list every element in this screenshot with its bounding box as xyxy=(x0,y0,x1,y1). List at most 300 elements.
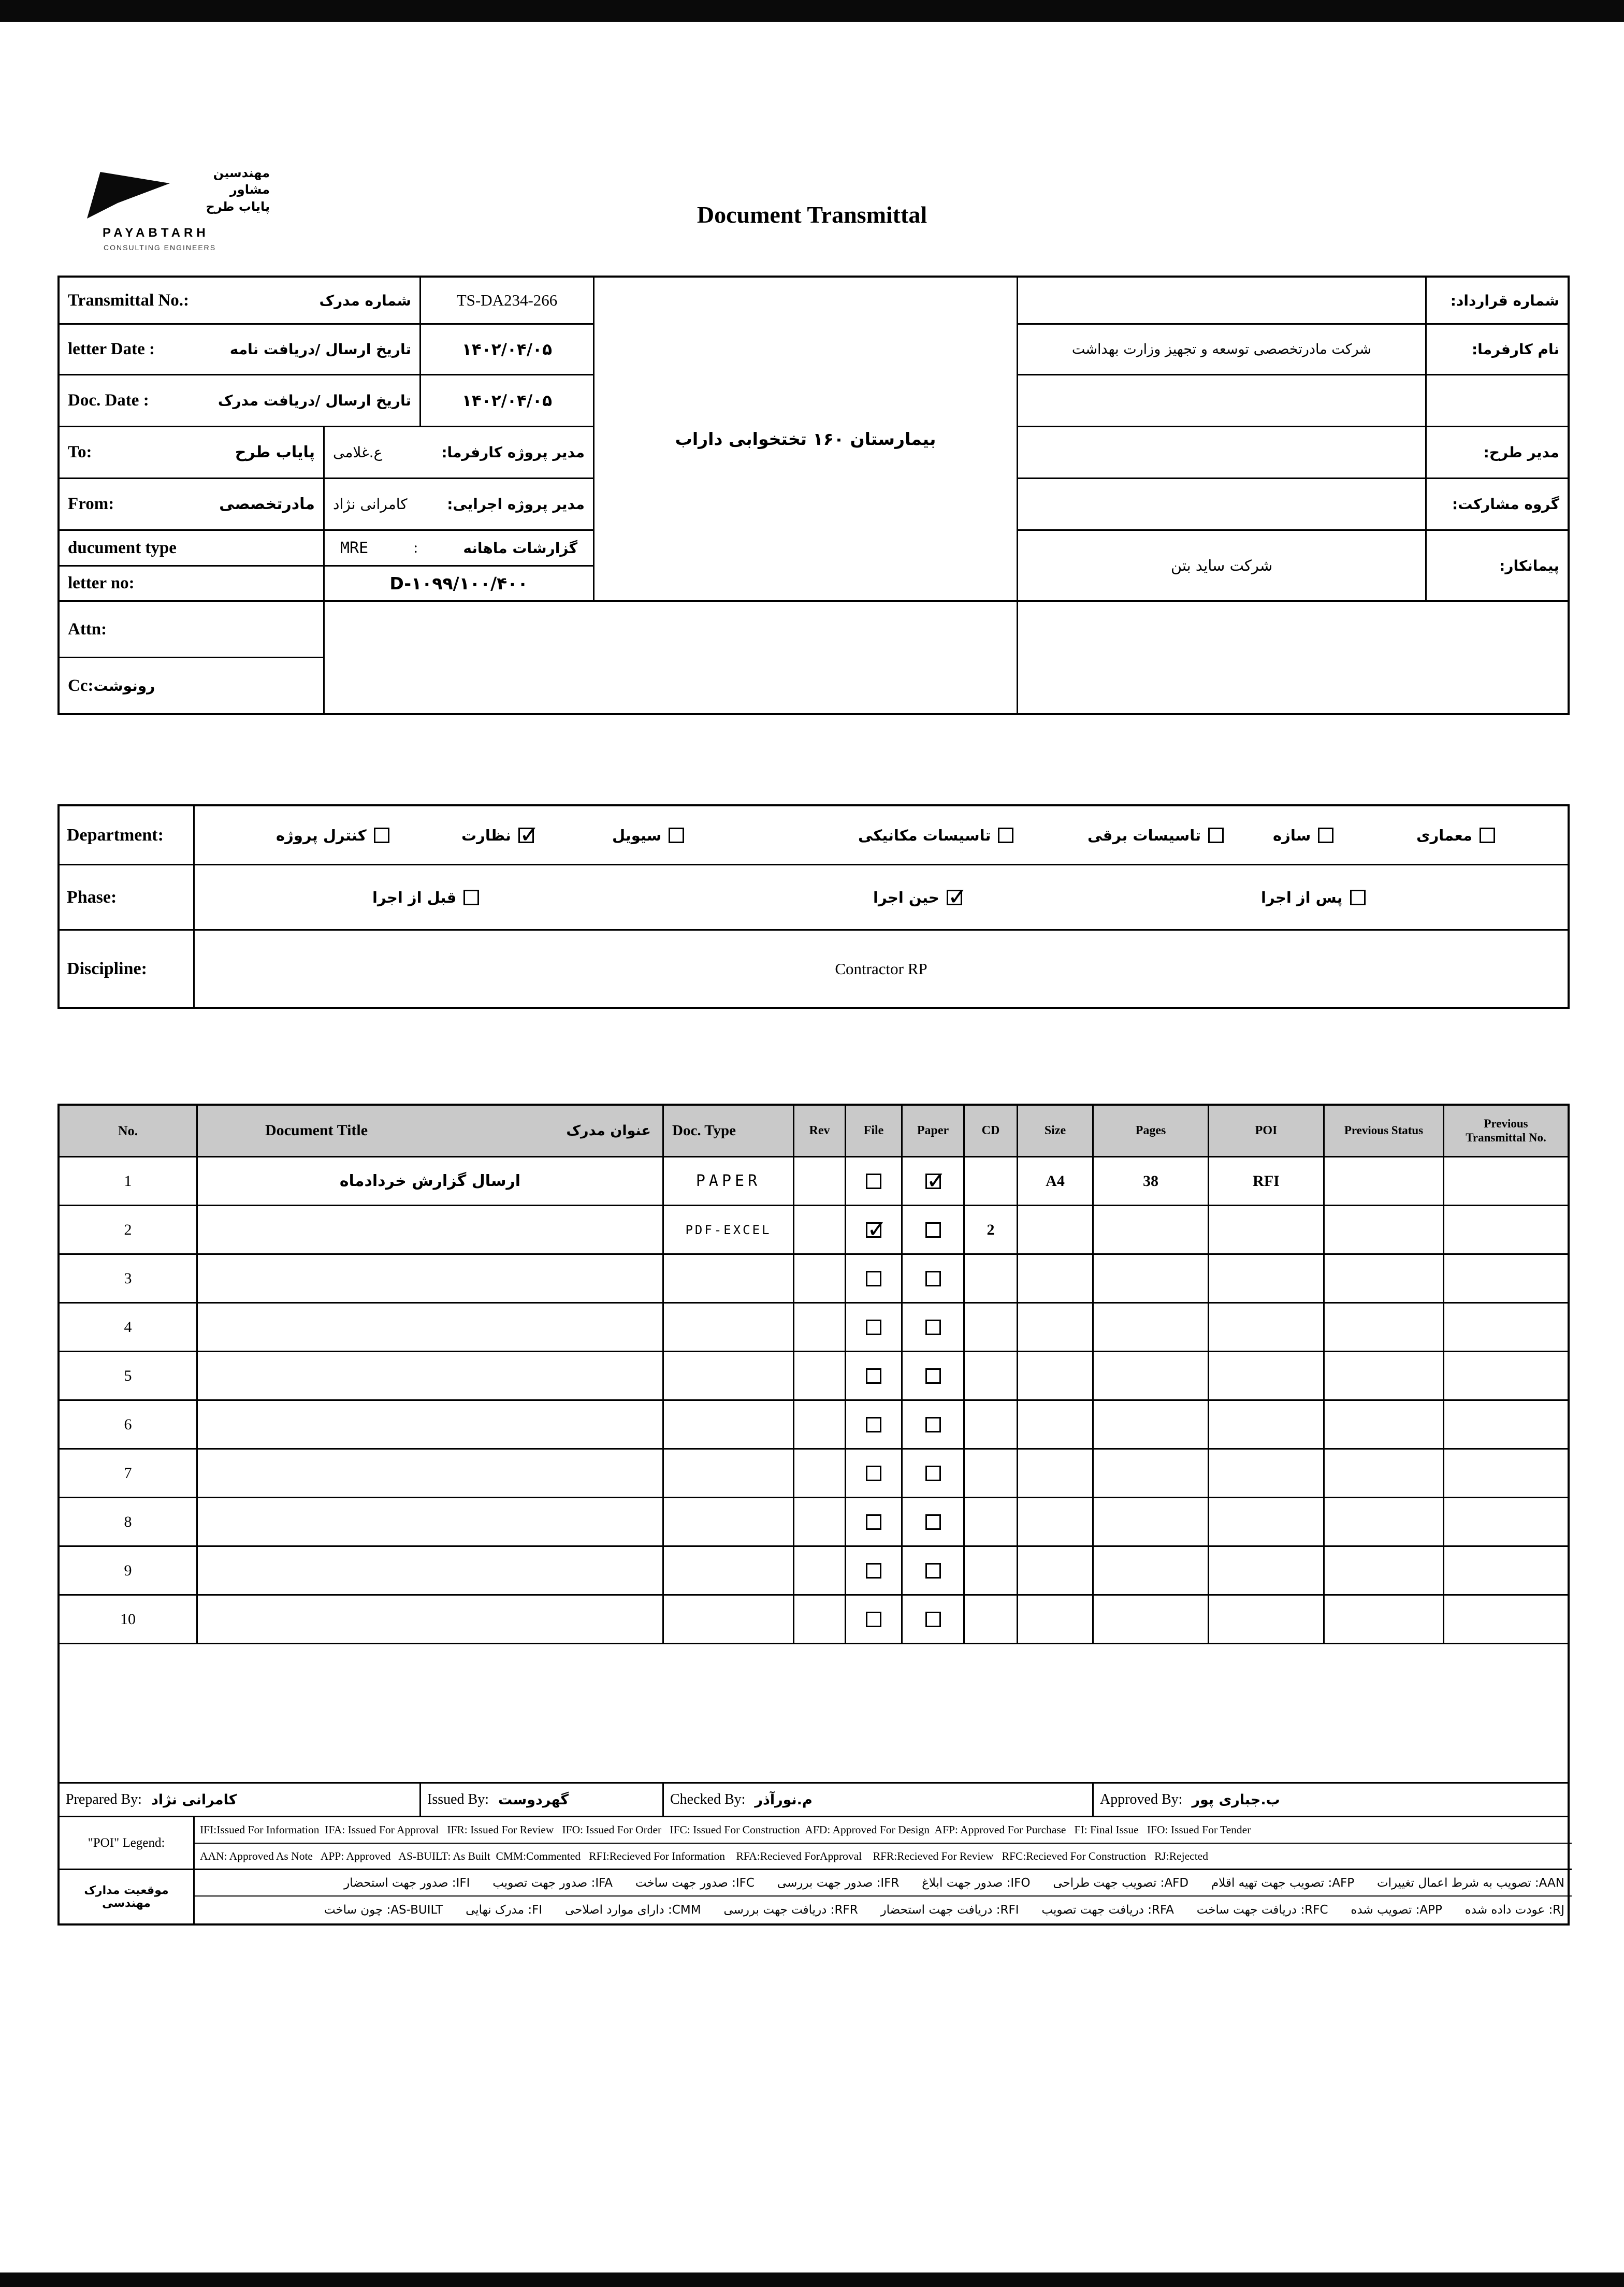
discipline-row xyxy=(60,931,1568,1007)
partnership-value-cell xyxy=(1018,479,1427,531)
file-checkbox xyxy=(866,1563,881,1579)
option-label: تاسیسات برقی xyxy=(1088,826,1201,844)
phase-option-before-execution xyxy=(372,889,479,906)
row-no: 2 xyxy=(60,1206,198,1255)
client-pm-label: مدیر پروژه کارفرما: xyxy=(441,444,585,461)
row-size xyxy=(1018,1304,1094,1352)
row-previous-status xyxy=(1325,1498,1444,1547)
checkbox xyxy=(463,890,479,905)
row-title xyxy=(198,1255,664,1304)
contractor-label-cell xyxy=(1427,531,1568,602)
row-previous-status xyxy=(1325,1352,1444,1401)
department-option-architecture xyxy=(1416,827,1495,844)
header-rev: Rev xyxy=(794,1106,846,1157)
row-size xyxy=(1018,1401,1094,1450)
row-rev xyxy=(794,1206,846,1255)
doc-date-value-cell xyxy=(421,375,594,427)
exec-pm-value: کامرانی نژاد xyxy=(333,496,408,513)
row-poi xyxy=(1209,1498,1325,1547)
row-poi xyxy=(1209,1596,1325,1644)
contract-no-value-cell xyxy=(1018,278,1427,325)
doc-date-label-fa: تاریخ ارسال /دریافت مدرک xyxy=(218,392,411,409)
row-rev xyxy=(794,1255,846,1304)
row-paper xyxy=(903,1498,965,1547)
row-poi: RFI xyxy=(1209,1157,1325,1206)
paper-checkbox xyxy=(925,1563,941,1579)
paper-checkbox xyxy=(925,1612,941,1627)
option-label: پس از اجرا xyxy=(1261,888,1343,906)
row-pages xyxy=(1094,1255,1209,1304)
row-doc-type xyxy=(664,1596,794,1644)
row-doc-type xyxy=(664,1498,794,1547)
row-previous-transmittal xyxy=(1444,1352,1568,1401)
letter-date-label-cell xyxy=(60,325,421,375)
table-row xyxy=(60,1352,1568,1401)
partnership-label: گروه مشارکت: xyxy=(1452,496,1559,513)
department-option-structure xyxy=(1273,827,1333,844)
contractor-value-cell xyxy=(1018,531,1427,602)
row-file xyxy=(846,1596,903,1644)
client-value: شرکت مادرتخصصی توسعه و تجهیز وزارت بهداشت xyxy=(1071,341,1372,357)
row-paper xyxy=(903,1450,965,1498)
letter-date-label-fa: تاریخ ارسال /دریافت نامه xyxy=(229,341,411,358)
file-checkbox xyxy=(866,1222,881,1238)
row-doc-type xyxy=(664,1401,794,1450)
option-label: حین اجرا xyxy=(873,888,939,906)
file-checkbox xyxy=(866,1271,881,1286)
fa-legend xyxy=(60,1870,1568,1923)
table-header-row xyxy=(60,1106,1568,1157)
row-size: A4 xyxy=(1018,1157,1094,1206)
project-name: بیمارستان ۱۶۰ تختخوابی داراب xyxy=(675,429,936,449)
row-cd xyxy=(965,1304,1018,1352)
table-row xyxy=(60,1498,1568,1547)
paper-checkbox xyxy=(925,1174,941,1189)
row-cd xyxy=(965,1450,1018,1498)
header-doc-type: Doc. Type xyxy=(664,1106,794,1157)
header-previous-transmittal: Previous Transmittal No. xyxy=(1444,1106,1568,1157)
header-paper: Paper xyxy=(903,1106,965,1157)
poi-legend xyxy=(60,1817,1568,1870)
row-doc-type xyxy=(664,1450,794,1498)
row-poi xyxy=(1209,1206,1325,1255)
row-pages xyxy=(1094,1401,1209,1450)
row-doc-type xyxy=(664,1352,794,1401)
checked-by-value: م.نورآذر xyxy=(755,1791,813,1808)
logo-tagline-fa: مهندسین مشاور xyxy=(213,166,270,197)
header-table xyxy=(57,276,1570,715)
row-previous-transmittal xyxy=(1444,1157,1568,1206)
row-file xyxy=(846,1547,903,1596)
option-label: کنترل پروژه xyxy=(276,826,367,844)
department-options xyxy=(195,806,1568,864)
doc-date-label-cell xyxy=(60,375,421,427)
transmittal-no-label-fa: شماره مدرک xyxy=(319,292,411,309)
row-previous-status xyxy=(1325,1401,1444,1450)
row-cd xyxy=(965,1547,1018,1596)
paper-checkbox xyxy=(925,1271,941,1286)
right-empty-label-cell xyxy=(1427,375,1568,427)
header-previous-status: Previous Status xyxy=(1325,1106,1444,1157)
header-poi: POI xyxy=(1209,1106,1325,1157)
letter-date-label-en: letter Date : xyxy=(68,340,155,358)
row-file xyxy=(846,1498,903,1547)
document-type-colon: : xyxy=(413,539,418,556)
exec-pm-label: مدیر پروژه اجرایی: xyxy=(447,496,585,513)
row-rev xyxy=(794,1547,846,1596)
cc-label-en: Cc: xyxy=(68,676,94,695)
checkbox xyxy=(518,828,534,843)
approved-by-cell xyxy=(1094,1784,1568,1817)
row-no: 8 xyxy=(60,1498,198,1547)
row-previous-transmittal xyxy=(1444,1304,1568,1352)
row-previous-status xyxy=(1325,1547,1444,1596)
checkbox xyxy=(1208,828,1224,843)
file-checkbox xyxy=(866,1417,881,1432)
row-size xyxy=(1018,1596,1094,1644)
poi-legend-label: "POI" Legend: xyxy=(60,1817,195,1870)
letter-no-label: letter no: xyxy=(68,574,135,592)
from-value: مادرتخصصی xyxy=(219,495,315,513)
row-title xyxy=(198,1206,664,1255)
doc-date-value: ۱۴۰۲/۰۴/۰۵ xyxy=(461,391,552,410)
row-pages xyxy=(1094,1304,1209,1352)
row-size xyxy=(1018,1547,1094,1596)
document-type-label: ducument type xyxy=(68,538,177,557)
row-paper xyxy=(903,1596,965,1644)
row-file xyxy=(846,1206,903,1255)
row-previous-transmittal xyxy=(1444,1206,1568,1255)
table-row xyxy=(60,1596,1568,1644)
table-row xyxy=(60,1206,1568,1255)
checkbox xyxy=(374,828,389,843)
header-title-fa: عنوان مدرک xyxy=(566,1122,651,1139)
attn-cell xyxy=(60,602,325,658)
row-title xyxy=(198,1450,664,1498)
client-pm-cell xyxy=(325,427,594,479)
phase-option-after-execution xyxy=(1261,889,1366,906)
to-value: پایاب طرح xyxy=(235,443,315,461)
row-cd xyxy=(965,1498,1018,1547)
department-option-electrical xyxy=(1088,827,1224,844)
transmittal-no-label-en: Transmittal No.: xyxy=(68,291,190,310)
row-previous-transmittal xyxy=(1444,1450,1568,1498)
row-poi xyxy=(1209,1304,1325,1352)
file-checkbox xyxy=(866,1466,881,1481)
row-file xyxy=(846,1255,903,1304)
document-type-value-cell xyxy=(325,531,594,567)
row-size xyxy=(1018,1450,1094,1498)
cc-label-fa: رونوشت xyxy=(93,677,155,694)
from-cell xyxy=(60,479,325,531)
plan-manager-value-cell xyxy=(1018,427,1427,479)
row-previous-transmittal xyxy=(1444,1401,1568,1450)
row-doc-type: PDF-EXCEL xyxy=(664,1206,794,1255)
row-cd xyxy=(965,1596,1018,1644)
row-previous-status xyxy=(1325,1255,1444,1304)
row-rev xyxy=(794,1157,846,1206)
department-option-project-control xyxy=(276,827,389,844)
approved-by-label: Approved By: xyxy=(1100,1791,1183,1807)
document-type-fa: گزارشات ماهانه xyxy=(463,539,577,557)
prepared-by-label: Prepared By: xyxy=(66,1791,142,1807)
row-pages xyxy=(1094,1206,1209,1255)
row-paper xyxy=(903,1157,965,1206)
file-checkbox xyxy=(866,1320,881,1335)
paper-checkbox xyxy=(925,1368,941,1384)
attn-cc-empty-cell xyxy=(325,602,1018,713)
phase-option-during-execution xyxy=(873,889,962,906)
option-label: نظارت xyxy=(461,826,511,844)
fa-legend-label: موقعیت مدارک مهندسی xyxy=(60,1870,195,1923)
paper-checkbox xyxy=(925,1514,941,1530)
row-cd xyxy=(965,1255,1018,1304)
paper-checkbox xyxy=(925,1222,941,1238)
header-file: File xyxy=(846,1106,903,1157)
prepared-by-cell xyxy=(60,1784,421,1817)
department-option-civil xyxy=(612,827,684,844)
checkbox xyxy=(998,828,1013,843)
client-pm-value: ع.غلامی xyxy=(333,444,383,461)
logo-brand-fa: پایاب طرح xyxy=(206,199,270,214)
header-size: Size xyxy=(1018,1106,1094,1157)
department-label: Department: xyxy=(60,806,195,864)
signature-row xyxy=(60,1784,1568,1817)
file-checkbox xyxy=(866,1514,881,1530)
right-empty-value-cell xyxy=(1018,375,1427,427)
row-pages xyxy=(1094,1498,1209,1547)
document-type-code: MRE xyxy=(340,539,369,557)
row-doc-type xyxy=(664,1547,794,1596)
discipline-value-cell xyxy=(195,931,1568,1007)
project-name-cell xyxy=(594,278,1018,602)
row-paper xyxy=(903,1206,965,1255)
checkbox xyxy=(669,828,684,843)
row-paper xyxy=(903,1304,965,1352)
row-poi xyxy=(1209,1352,1325,1401)
row-file xyxy=(846,1450,903,1498)
row-doc-type xyxy=(664,1304,794,1352)
letter-no-value-cell xyxy=(325,567,594,602)
row-paper xyxy=(903,1255,965,1304)
row-title xyxy=(198,1547,664,1596)
transmittal-no-label-cell xyxy=(60,278,421,325)
letter-no-label-cell xyxy=(60,567,325,602)
partnership-label-cell xyxy=(1427,479,1568,531)
row-doc-type xyxy=(664,1255,794,1304)
discipline-label: Discipline: xyxy=(60,931,195,1007)
file-checkbox xyxy=(866,1174,881,1189)
contract-no-label-cell xyxy=(1427,278,1568,325)
phase-label: Phase: xyxy=(60,865,195,929)
row-poi xyxy=(1209,1255,1325,1304)
row-size xyxy=(1018,1498,1094,1547)
row-cd: 2 xyxy=(965,1206,1018,1255)
row-size xyxy=(1018,1352,1094,1401)
row-file xyxy=(846,1401,903,1450)
row-previous-status xyxy=(1325,1304,1444,1352)
fa-legend-line2: RJ: عودت داده شده APP: تصویب شده RFC: دریافت جهت ساخت RFA: دریافت جهت تصویب RFI: دریافت جهت استحضار RFR: دریافت جهت بررسی CMM: دارای موارد اصلاحی FI: مدرک نهایی AS-BUILT: چون ساخت xyxy=(324,1903,1564,1917)
checkbox xyxy=(1350,890,1366,905)
row-size xyxy=(1018,1255,1094,1304)
cc-cell xyxy=(60,658,325,713)
row-poi xyxy=(1209,1401,1325,1450)
table-row xyxy=(60,1401,1568,1450)
row-no: 9 xyxy=(60,1547,198,1596)
letter-no-value: D-۱۰۹۹/۱۰۰/۴۰۰ xyxy=(389,573,528,594)
paper-checkbox xyxy=(925,1417,941,1432)
transmittal-no-value-cell xyxy=(421,278,594,325)
poi-legend-line2: AAN: Approved As Note APP: Approved AS-BUILT: As Built CMM:Commented RFI:Recieved For Information RFA:Recieved ForApproval RFR:Recieved For Review RFC:Recieved For Construction RJ:Rejected xyxy=(195,1844,1572,1870)
plan-manager-label-cell xyxy=(1427,427,1568,479)
row-cd xyxy=(965,1352,1018,1401)
checked-by-label: Checked By: xyxy=(670,1791,746,1807)
row-rev xyxy=(794,1352,846,1401)
department-table xyxy=(57,804,1570,1009)
option-label: سیویل xyxy=(612,826,662,844)
row-title xyxy=(198,1352,664,1401)
row-previous-status xyxy=(1325,1450,1444,1498)
discipline-value: Contractor RP xyxy=(835,959,927,978)
fa-legend-line1: AAN: تصویب به شرط اعمال تغییرات AFP: تصویب جهت تهیه اقلام AFD: تصویب جهت طراحی IFO: صدور جهت ابلاغ IFR: صدور جهت بررسی IFC: صدور جهت ساخت IFA: صدور جهت تصویب IFI: صدور جهت استحضار xyxy=(195,1870,1572,1897)
header-title-en: Document Title xyxy=(265,1122,368,1139)
row-cd xyxy=(965,1157,1018,1206)
plan-manager-label: مدیر طرح: xyxy=(1483,444,1559,461)
row-rev xyxy=(794,1304,846,1352)
department-option-supervision xyxy=(461,827,534,844)
paper-checkbox xyxy=(925,1320,941,1335)
row-rev xyxy=(794,1450,846,1498)
logo-subtitle-en: CONSULTING ENGINEERS xyxy=(104,243,216,252)
row-file xyxy=(846,1304,903,1352)
to-cell xyxy=(60,427,325,479)
from-label: From: xyxy=(68,495,114,513)
row-previous-status xyxy=(1325,1206,1444,1255)
row-pages xyxy=(1094,1596,1209,1644)
row-no: 5 xyxy=(60,1352,198,1401)
row-no: 6 xyxy=(60,1401,198,1450)
option-label: معماری xyxy=(1416,826,1472,844)
row-rev xyxy=(794,1498,846,1547)
contractor-value: شرکت ساید بتن xyxy=(1170,557,1273,574)
table-row xyxy=(60,1547,1568,1596)
row-poi xyxy=(1209,1547,1325,1596)
file-checkbox xyxy=(866,1612,881,1627)
row-pages: 38 xyxy=(1094,1157,1209,1206)
row-no: 3 xyxy=(60,1255,198,1304)
row-previous-status xyxy=(1325,1157,1444,1206)
issued-by-cell xyxy=(421,1784,664,1817)
doc-date-label-en: Doc. Date : xyxy=(68,391,149,410)
header-no: No. xyxy=(60,1106,198,1157)
table-row xyxy=(60,1157,1568,1206)
table-row xyxy=(60,1450,1568,1498)
issued-by-value: گهردوست xyxy=(498,1791,569,1808)
option-label: قبل از اجرا xyxy=(372,888,457,906)
row-previous-transmittal xyxy=(1444,1596,1568,1644)
row-title xyxy=(198,1498,664,1547)
department-row xyxy=(60,806,1568,865)
contractor-label: پیمانکار: xyxy=(1499,557,1559,574)
scan-artifact-bottom-bar xyxy=(0,2272,1624,2287)
contract-no-label: شماره قرارداد: xyxy=(1450,292,1559,309)
row-title xyxy=(198,1596,664,1644)
option-label: سازه xyxy=(1273,826,1311,844)
issued-by-label: Issued By: xyxy=(427,1791,489,1807)
row-title: ارسال گزارش خردادماه xyxy=(198,1157,664,1206)
row-pages xyxy=(1094,1547,1209,1596)
to-label: To: xyxy=(68,443,92,461)
prepared-by-value: کامرانی نژاد xyxy=(151,1791,237,1808)
phase-row xyxy=(60,865,1568,931)
header-title xyxy=(198,1106,664,1157)
row-file xyxy=(846,1352,903,1401)
document-type-label-cell xyxy=(60,531,325,567)
letter-date-value-cell xyxy=(421,325,594,375)
approved-by-value: ب.جباری پور xyxy=(1192,1791,1280,1808)
header-cd: CD xyxy=(965,1106,1018,1157)
transmittal-no-value: TS-DA234-266 xyxy=(456,291,558,309)
header-pages: Pages xyxy=(1094,1106,1209,1157)
row-previous-transmittal xyxy=(1444,1547,1568,1596)
row-paper xyxy=(903,1401,965,1450)
row-no: 4 xyxy=(60,1304,198,1352)
row-previous-transmittal xyxy=(1444,1255,1568,1304)
row-pages xyxy=(1094,1450,1209,1498)
option-label: تاسیسات مکانیکی xyxy=(858,826,991,844)
row-cd xyxy=(965,1401,1018,1450)
row-doc-type: PAPER xyxy=(664,1157,794,1206)
row-rev xyxy=(794,1596,846,1644)
checkbox xyxy=(947,890,962,905)
exec-pm-cell xyxy=(325,479,594,531)
page-title: Document Transmittal xyxy=(697,201,927,228)
row-paper xyxy=(903,1352,965,1401)
checkbox xyxy=(1318,828,1333,843)
department-option-mechanical xyxy=(858,827,1013,844)
row-file xyxy=(846,1157,903,1206)
row-no: 10 xyxy=(60,1596,198,1644)
row-no: 1 xyxy=(60,1157,198,1206)
paper-checkbox xyxy=(925,1466,941,1481)
client-label: نام کارفرما: xyxy=(1471,341,1559,358)
poi-legend-line1: IFI:Issued For Information IFA: Issued For Approval IFR: Issued For Review IFO: Issued For Order IFC: Issued For Construction AFD: Approved For Design AFP: Approved For Purchase FI: Final Issue IFO: Issued For Tender xyxy=(195,1817,1572,1844)
phase-options xyxy=(195,865,1568,929)
empty-rows-area xyxy=(60,1644,1568,1784)
row-title xyxy=(198,1304,664,1352)
row-previous-status xyxy=(1325,1596,1444,1644)
checkbox xyxy=(1480,828,1495,843)
row-poi xyxy=(1209,1450,1325,1498)
row-size xyxy=(1018,1206,1094,1255)
row-title xyxy=(198,1401,664,1450)
logo-brand-en: PAYABTARH xyxy=(103,226,209,240)
letter-date-value: ۱۴۰۲/۰۴/۰۵ xyxy=(461,340,552,359)
document-list-table xyxy=(57,1104,1570,1926)
table-row xyxy=(60,1255,1568,1304)
file-checkbox xyxy=(866,1368,881,1384)
row-rev xyxy=(794,1401,846,1450)
row-previous-transmittal xyxy=(1444,1498,1568,1547)
attn-label: Attn: xyxy=(68,619,107,639)
row-no: 7 xyxy=(60,1450,198,1498)
row-paper xyxy=(903,1547,965,1596)
checked-by-cell xyxy=(664,1784,1094,1817)
row-pages xyxy=(1094,1352,1209,1401)
client-value-cell xyxy=(1018,325,1427,375)
scan-artifact-top-bar xyxy=(0,0,1624,22)
table-row xyxy=(60,1304,1568,1352)
